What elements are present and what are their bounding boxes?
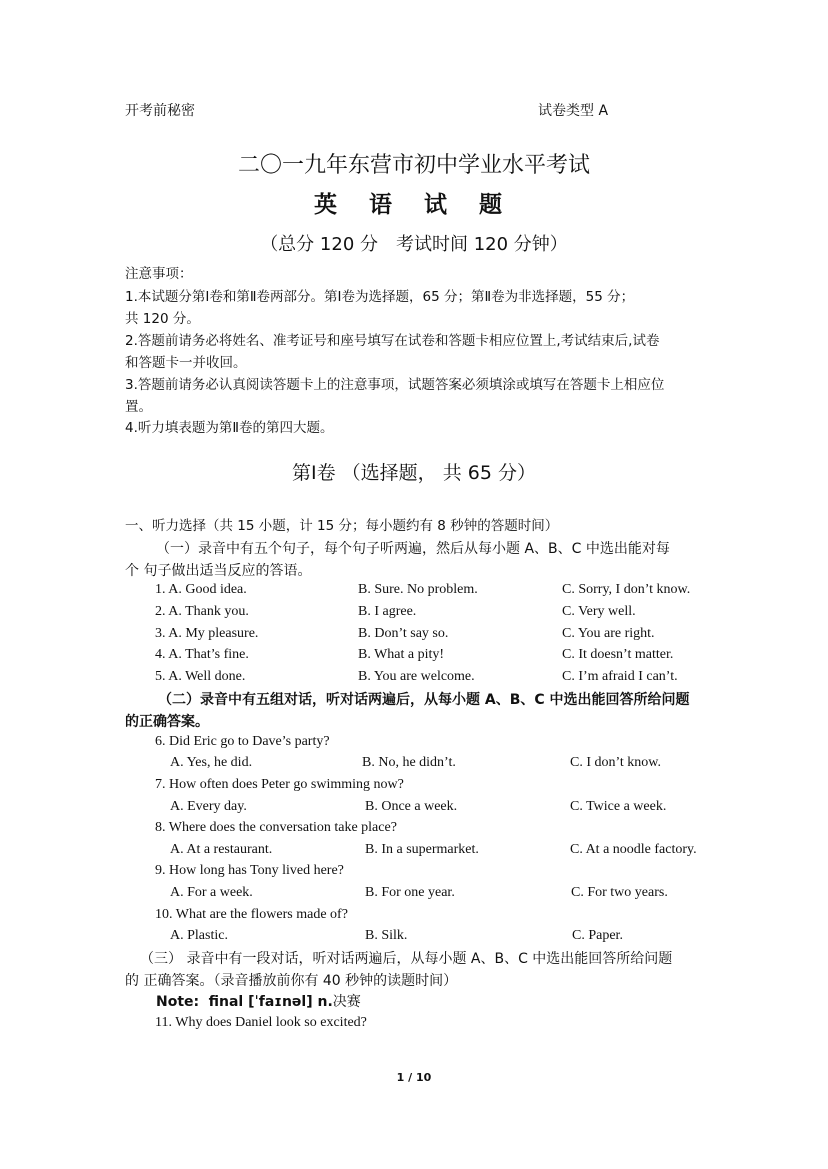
part-heading: 一、听力选择（共 15 小题，计 15 分；每小题约有 8 秒钟的答题时间） xyxy=(125,518,559,534)
score-time-info: （总分 120 分 考试时间 120 分钟） xyxy=(260,234,568,255)
option-c: C. It doesn’t matter. xyxy=(562,647,674,662)
notes-heading: 注意事项： xyxy=(125,266,193,282)
option-b: B. In a supermarket. xyxy=(365,842,479,857)
note-meaning: 决赛 xyxy=(332,995,361,1010)
option-a: 2. A. Thank you. xyxy=(155,604,249,619)
subject-title: 英 语 试 题 xyxy=(313,192,515,218)
option-a: A. Yes, he did. xyxy=(170,755,253,770)
option-c: C. You are right. xyxy=(562,626,655,641)
option-b: B. For one year. xyxy=(365,885,455,900)
sub-instruction: 的正确答案。 xyxy=(125,714,209,730)
question: 6. Did Eric go to Dave’s party? xyxy=(155,734,330,749)
note-line: 3.答题前请务必认真阅读答题卡上的注意事项，试题答案必须填涂或填写在答题卡上相应位 xyxy=(125,377,665,393)
note-word: final [ˈfaɪnəl] n. xyxy=(208,994,333,1010)
option-c: C. Paper. xyxy=(572,928,623,943)
option-c: C. I don’t know. xyxy=(570,755,661,770)
note-line: 2.答题前请务必将姓名、准考证号和座号填写在试卷和答题卡相应位置上,考试结束后,试卷 xyxy=(125,333,660,349)
note-line: 4.听力填表题为第Ⅱ卷的第四大题。 xyxy=(125,420,334,436)
sub-instruction: （二）录音中有五组对话，听对话两遍后，从每小题 A、B、C 中选出能回答所给问题 xyxy=(158,692,690,708)
question: 11. Why does Daniel look so excited? xyxy=(155,1015,367,1030)
page-number: 1 / 10 xyxy=(396,1071,432,1084)
option-c: C. Twice a week. xyxy=(570,799,667,814)
option-b: B. Silk. xyxy=(365,928,408,943)
question: 9. How long has Tony lived here? xyxy=(155,863,344,878)
note-label: Note: xyxy=(156,994,200,1010)
option-a: 4. A. That’s fine. xyxy=(155,647,249,662)
question: 8. Where does the conversation take place? xyxy=(155,820,397,835)
option-b: B. Don’t say so. xyxy=(358,626,449,641)
note-line: 共 120 分。 xyxy=(125,311,200,327)
sub-instruction: 个 句子做出适当反应的答语。 xyxy=(125,563,312,579)
section-title: 第Ⅰ卷 （选择题， 共 65 分） xyxy=(292,462,536,484)
option-a: 5. A. Well done. xyxy=(155,669,246,684)
sub-instruction: （三） 录音中有一段对话，听对话两遍后，从每小题 A、B、C 中选出能回答所给问题 xyxy=(140,951,673,967)
option-b: B. Sure. No problem. xyxy=(358,582,478,597)
option-b: B. No, he didn’t. xyxy=(362,755,456,770)
option-a: A. Plastic. xyxy=(170,928,228,943)
option-c: C. At a noodle factory. xyxy=(570,842,697,857)
note-line: 置。 xyxy=(125,399,152,415)
option-c: C. For two years. xyxy=(571,885,668,900)
option-c: C. Very well. xyxy=(562,604,636,619)
option-c: C. I’m afraid I can’t. xyxy=(562,669,678,684)
option-a: A. At a restaurant. xyxy=(170,842,273,857)
vocab-note xyxy=(156,991,361,1011)
option-a: A. Every day. xyxy=(170,799,247,814)
note-line: 1.本试题分第Ⅰ卷和第Ⅱ卷两部分。第Ⅰ卷为选择题，65 分；第Ⅱ卷为非选择题，55 分； xyxy=(125,289,635,305)
option-b: B. I agree. xyxy=(358,604,417,619)
question: 7. How often does Peter go swimming now? xyxy=(155,777,404,792)
sub-instruction: （一）录音中有五个句子，每个句子听两遍，然后从每小题 A、B、C 中选出能对每 xyxy=(156,541,670,557)
option-a: A. For a week. xyxy=(170,885,253,900)
option-c: C. Sorry, I don’t know. xyxy=(562,582,691,597)
option-b: B. Once a week. xyxy=(365,799,458,814)
option-a: 1. A. Good idea. xyxy=(155,582,247,597)
paper-type-label: 试卷类型 A xyxy=(538,103,609,119)
option-b: B. What a pity! xyxy=(358,647,445,662)
question: 10. What are the flowers made of? xyxy=(155,907,348,922)
option-a: 3. A. My pleasure. xyxy=(155,626,259,641)
option-b: B. You are welcome. xyxy=(358,669,475,684)
note-line: 和答题卡一并收回。 xyxy=(125,355,247,371)
exam-title: 二〇一九年东营市初中学业水平考试 xyxy=(237,153,590,178)
confidential-label: 开考前秘密 xyxy=(125,103,195,119)
sub-instruction: 的 正确答案。（录音播放前你有 40 秒钟的读题时间） xyxy=(125,973,458,989)
